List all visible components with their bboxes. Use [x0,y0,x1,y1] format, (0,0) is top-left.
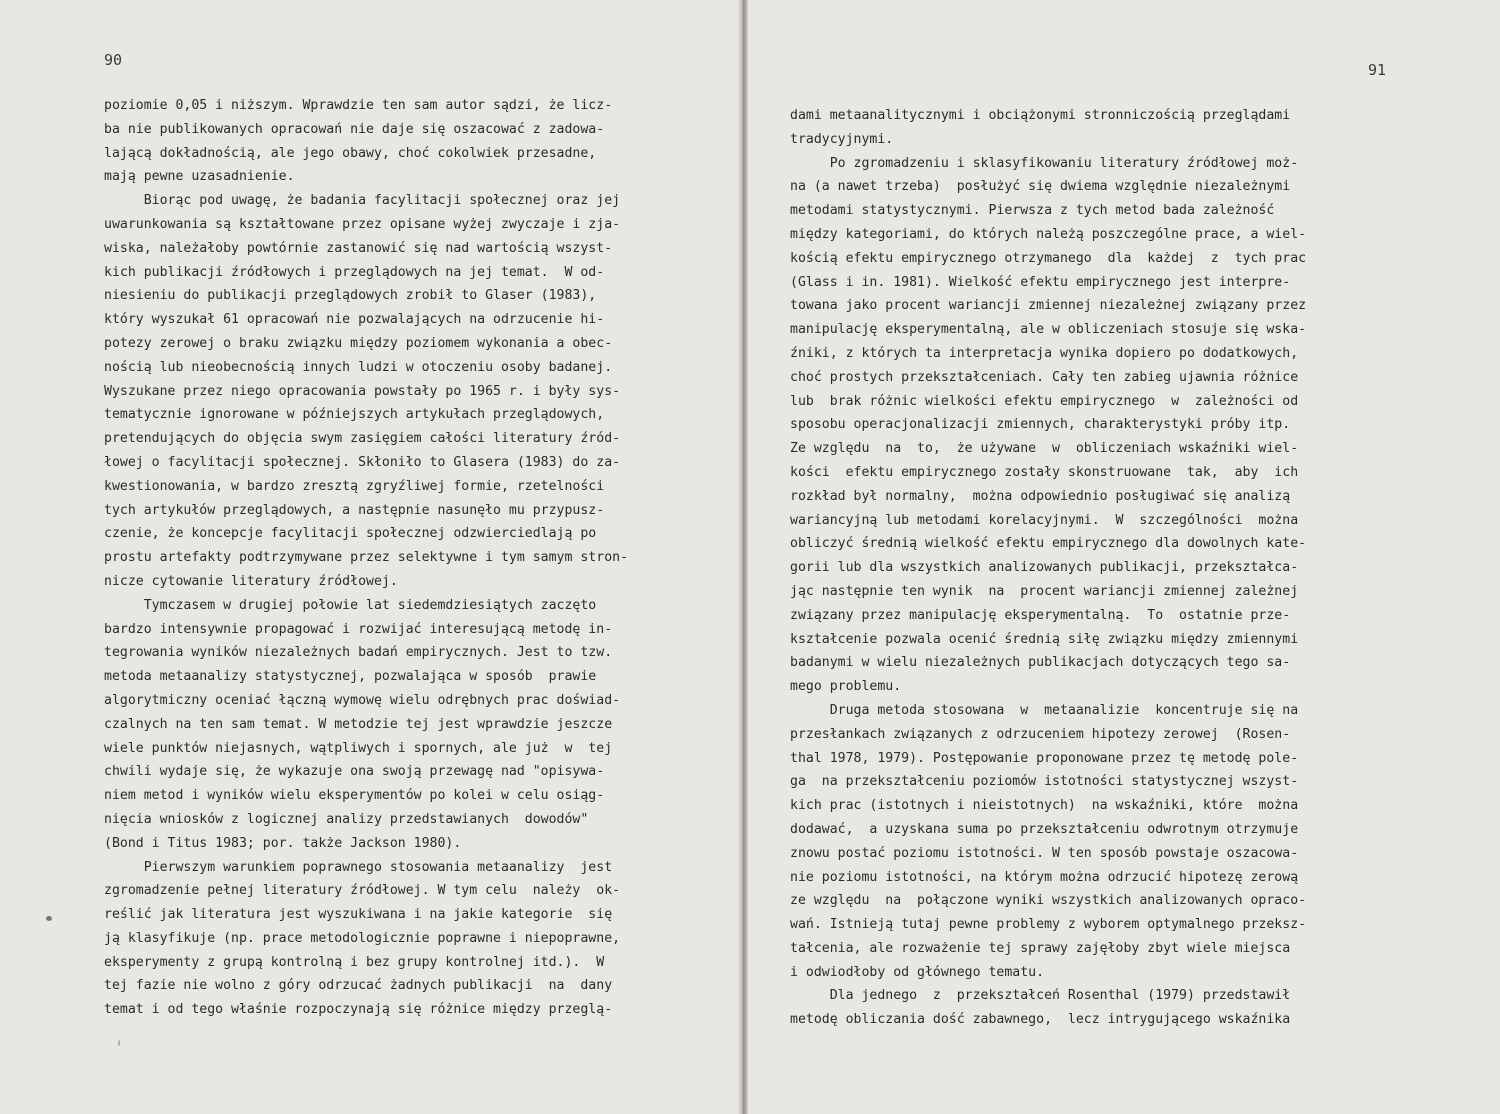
text-line: niem metod i wyników wielu eksperymentów po kolei w celu osiąg- [104,788,605,804]
page-number-left: 90 [104,51,123,69]
text-line: lub brak różnic wielkości efektu empirycznego w zależności od [790,393,1299,409]
text-line: jąc następnie ten wynik na procent wariancji zmiennej zależnej [790,583,1299,599]
text-line: tałcenia, ale rozważenie tej sprawy zajęłoby zbyt wiele miejsca [790,940,1291,956]
text-line: pretendujących do objęcia swym zasięgiem całości literatury źród- [104,431,621,447]
text-line: rozkład był normalny, można odpowiednio posługiwać się analizą [790,488,1291,504]
text-line: potezy zerowej o braku związku między poziomem wykonania a obec- [104,335,613,351]
text-line: (Glass i in. 1981). Wielkość efektu empirycznego jest interpre- [790,274,1291,290]
text-line: choć prostych przekształceniach. Cały ten zabieg ujawnia różnice [790,369,1299,385]
text-line: na (a nawet trzeba) posłużyć się dwiema względnie niezależnymi [790,179,1291,195]
text-line: który wyszukał 61 opracowań nie pozwalających na odrzucenie hi- [104,312,605,328]
text-line: wariancyjną lub metodami korelacyjnymi. W szczególności można [790,512,1299,528]
text-line: thal 1978, 1979). Postępowanie proponowane przez tę metodę pole- [790,750,1299,766]
text-line: czenie, że koncepcje facylitacji społecznej odzwierciedlają po [104,526,597,542]
text-line: reślić jak literatura jest wyszukiwana i na jakie kategorie się [104,907,613,923]
text-line: ga na przekształceniu poziomów istotności statystycznej wszyst- [790,774,1299,790]
text-line: tematycznie ignorowane w późniejszych artykułach przeglądowych, [104,407,605,423]
text-line: poziomie 0,05 i niższym. Wprawdzie ten sam autor sądzi, że licz- [104,98,613,113]
text-line: ją klasyfikuje (np. prace metodologicznie poprawne i niepoprawne, [104,930,621,946]
text-line: kształcenie pozwala ocenić średnią siłę związku między zmiennymi [790,631,1299,647]
text-line: kwestionowania, w bardzo zresztą zgryźliwej formie, rzetelności [104,478,605,494]
text-line: Druga metoda stosowana w metaanalizie koncentruje się na [790,702,1299,718]
text-line: Dla jednego z przekształceń Rosenthal (1979) przedstawił [790,988,1291,1004]
text-line: algorytmiczny oceniać łączną wymowę wielu odrębnych prac doświad- [104,692,621,708]
text-line: badanymi w wielu niezależnych publikacjach dotyczących tego sa- [790,655,1291,671]
text-line: eksperymenty z grupą kontrolną i bez grupy kontrolnej itd.). W [104,954,605,970]
text-line: nięcia wniosków z logicznej analizy przedstawianych dowodów" [104,811,589,827]
text-line: łowej o facylitacji społecznej. Skłoniło to Glasera (1983) do za- [104,454,621,470]
text-line: obliczyć średnią wielkość efektu empirycznego dla dowolnych kate- [790,536,1307,552]
text-line: ze względu na połączone wyniki wszystkich analizowanych opraco- [790,893,1307,909]
text-line: kich publikacji źródłowych i przeglądowych na jej temat. W od- [104,264,605,280]
text-line: nością lub nieobecnością innych ludzi w otoczeniu osoby badanej. [104,359,613,375]
text-line: mego problemu. [790,679,902,695]
text-line: manipulację eksperymentalną, ale w obliczeniach stosuje się wska- [790,322,1307,338]
text-line: bardzo intensywnie propagować i rozwijać interesującą metodę in- [104,621,613,637]
text-line: zgromadzenie pełnej literatury źródłowej. W tym celu należy ok- [104,883,621,899]
book-gutter [738,0,748,1114]
text-line: gorii lub dla wszystkich analizowanych publikacji, przekształca- [790,560,1299,576]
text-line: dami metaanalitycznymi i obciążonymi stronniczością przeglądami [790,108,1291,123]
text-line: towana jako procent wariancji zmiennej niezależnej związany przez [790,298,1307,314]
text-line: nie poziomu istotności, na którym można odrzucić hipotezę zerową [790,869,1299,885]
text-line: lającą dokładnością, ale jego obawy, choć cokolwiek przesadne, [104,145,597,161]
paper-speck [46,916,52,921]
text-line: uwarunkowania są kształtowane przez opisane wyżej zwyczaje i zja- [104,216,621,232]
text-line: tej fazie nie wolno z góry odrzucać żadnych publikacji na dany [104,978,613,994]
text-line: (Bond i Titus 1983; por. także Jackson 1980). [104,835,462,851]
text-line: kości efektu empirycznego zostały skonstruowane tak, aby ich [790,464,1299,480]
text-line: kich prac (istotnych i nieistotnych) na wskaźniki, które można [790,798,1299,814]
text-line: tych artykułów przeglądowych, a następnie nasunęło mu przypusz- [104,502,605,518]
text-line: metoda metaanalizy statystycznej, pozwalająca w sposób prawie [104,669,597,685]
text-line: dodawać, a uzyskana suma po przekształceniu odwrotnym otrzymuje [790,821,1299,837]
text-line: kością efektu empirycznego otrzymanego dla każdej z tych prac [790,250,1307,266]
text-line: czalnych na ten sam temat. W metodzie tej jest wprawdzie jeszcze [104,716,613,732]
text-line: niesieniu do publikacji przeglądowych zrobił to Glaser (1983), [104,288,597,304]
text-line: tegrowania wyników niezależnych badań empirycznych. Jest to tzw. [104,645,613,661]
paper-speck [118,1040,120,1046]
text-line: Po zgromadzeniu i sklasyfikowaniu literatury źródłowej moż- [790,155,1299,171]
text-line: nicze cytowanie literatury źródłowej. [104,573,398,589]
text-line: między kategoriami, do których należą poszczególne prace, a wiel- [790,226,1307,242]
text-line: chwili wydaje się, że wykazuje ona swoją przewagę nad "opisywa- [104,764,605,780]
text-line: Pierwszym warunkiem poprawnego stosowania metaanalizy jest [104,859,613,875]
text-line: sposobu operacjonalizacji zmiennych, charakterystyki próby itp. [790,417,1291,433]
right-page-text [790,104,1306,1032]
text-line: przesłankach związanych z odrzuceniem hipotezy zerowej (Rosen- [790,726,1291,742]
left-page [0,0,738,1114]
text-line: ba nie publikowanych opracowań nie daje się oszacować z zadowa- [104,121,605,137]
text-line: wiska, należałoby powtórnie zastanowić się nad wartością wszyst- [104,240,613,256]
text-line: Biorąc pod uwagę, że badania facylitacji społecznej oraz jej [104,193,621,209]
text-line: źniki, z których ta interpretacja wynika dopiero po dodatkowych, [790,345,1299,361]
text-line: wań. Istnieją tutaj pewne problemy z wyborem optymalnego przeksz- [790,917,1307,933]
text-line: i odwiodłoby od głównego tematu. [790,964,1045,980]
text-line: tradycyjnymi. [790,131,894,147]
right-page [748,0,1500,1114]
text-line: Ze względu na to, że używane w obliczeniach wskaźniki wiel- [790,441,1299,457]
text-line: Tymczasem w drugiej połowie lat siedemdziesiątych zaczęto [104,597,597,613]
text-line: prostu artefakty podtrzymywane przez selektywne i tym samym stron- [104,550,629,566]
text-line: wiele punktów niejasnych, wątpliwych i spornych, ale już w tej [104,740,613,756]
left-page-text [104,94,628,1022]
page-number-right: 91 [1368,61,1387,79]
text-line: związany przez manipulację eksperymentalną. To ostatnie prze- [790,607,1291,623]
text-line: metodę obliczania dość zabawnego, lecz intrygującego wskaźnika [790,1012,1291,1028]
text-line: Wyszukane przez niego opracowania powstały po 1965 r. i były sys- [104,383,621,399]
text-line: metodami statystycznymi. Pierwsza z tych metod bada zależność [790,203,1275,219]
text-line: mają pewne uzasadnienie. [104,169,295,185]
text-line: temat i od tego właśnie rozpoczynają się różnice między przeglą- [104,1002,613,1018]
text-line: znowu postać poziomu istotności. W ten sposób powstaje oszacowa- [790,845,1299,861]
